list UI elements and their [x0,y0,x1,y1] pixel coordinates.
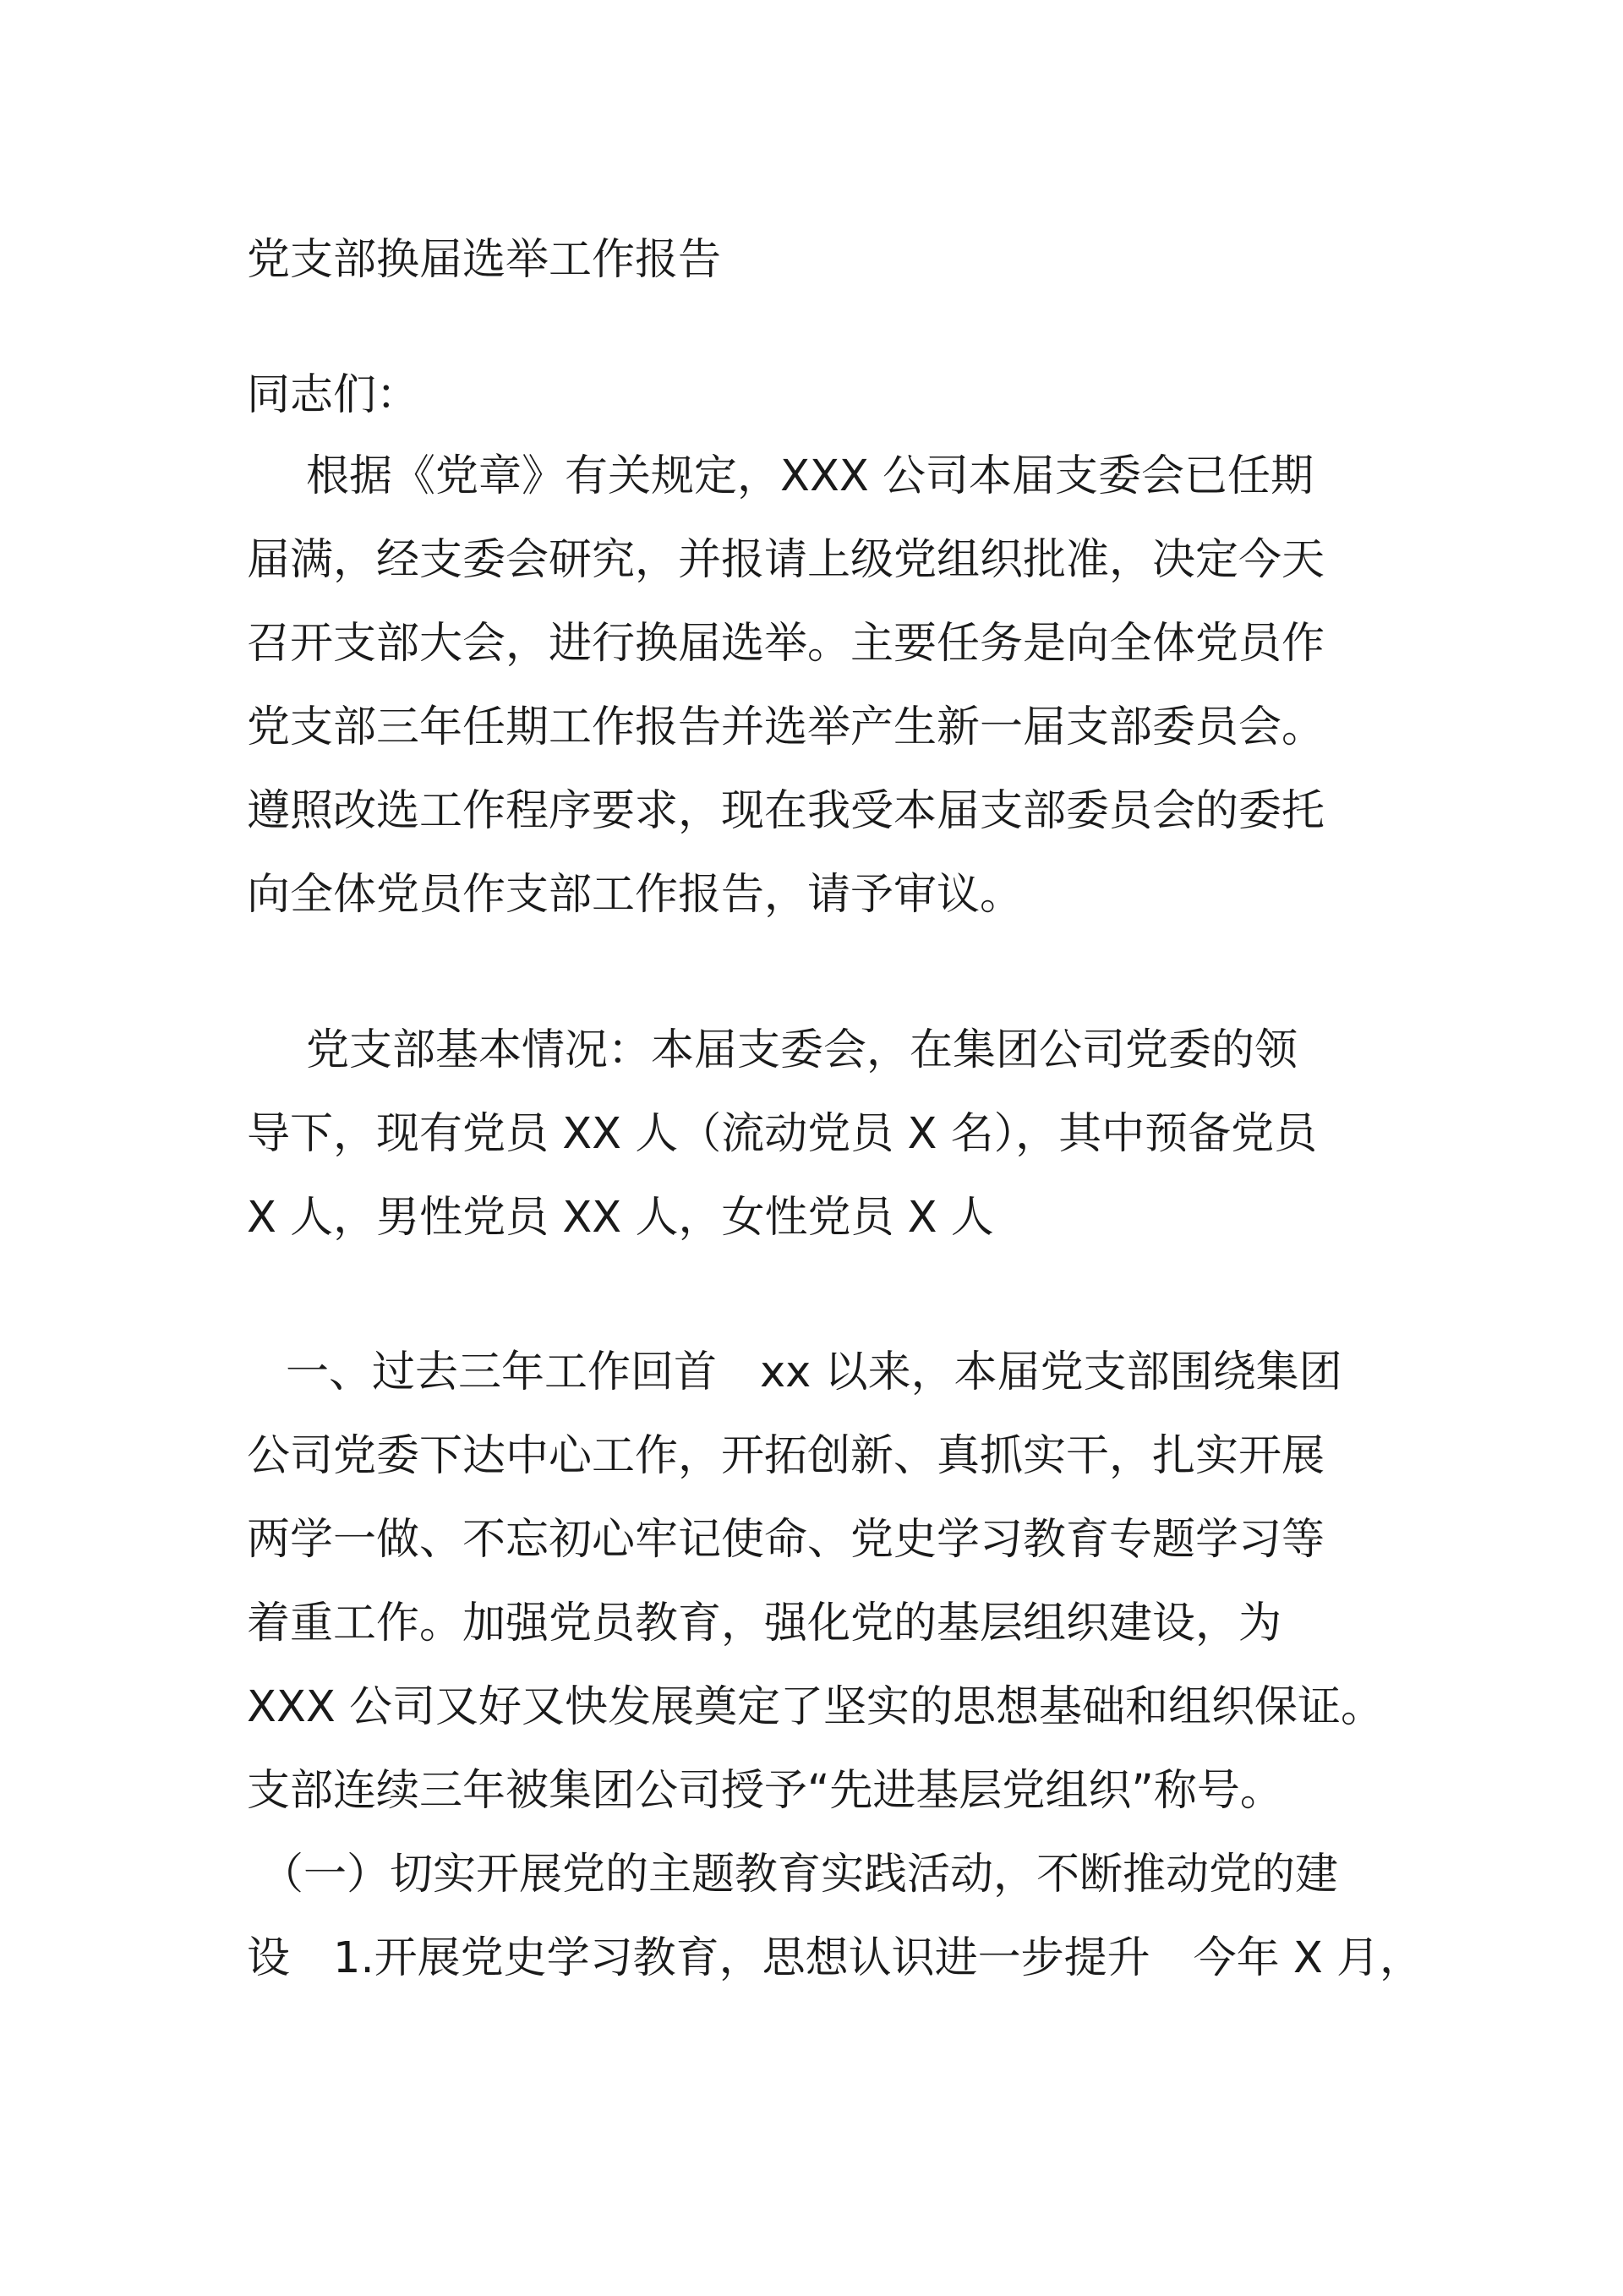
paragraph-line: 两学一做、不忘初心牢记使命、党史学习教育专题学习等 [247,1515,1325,1565]
document-title: 党支部换届选举工作报告 [247,235,722,285]
paragraph-line: 设 1.开展党史学习教育，思想认识进一步提升 今年 X 月， [247,1933,1424,1983]
subsection-heading-line: （一）切实开展党的主题教育实践活动，不断推动党的建 [260,1850,1339,1900]
paragraph-line: 党支部三年任期工作报告并选举产生新一届支部委员会。 [247,702,1325,752]
paragraph-line: 支部连续三年被集团公司授予“先进基层党组织”称号。 [247,1766,1283,1816]
paragraph-line: 党支部基本情况：本届支委会，在集团公司党委的领 [306,1025,1298,1075]
paragraph-line: 公司党委下达中心工作，开拓创新、真抓实干，扎实开展 [247,1431,1325,1481]
paragraph-line: 根据《党章》有关规定，XXX 公司本届支委会已任期 [306,451,1314,501]
paragraph-line: 着重工作。加强党员教育，强化党的基层组织建设，为 [247,1599,1282,1648]
paragraph-line: 届满，经支委会研究，并报请上级党组织批准，决定今天 [247,535,1325,585]
paragraph-line: 导下，现有党员 XX 人（流动党员 X 名），其中预备党员 [247,1109,1318,1159]
paragraph-line: 遵照改选工作程序要求，现在我受本届支部委员会的委托 [247,786,1325,836]
paragraph-line: X 人，男性党员 XX 人，女性党员 X 人 [247,1193,994,1243]
paragraph-line: 向全体党员作支部工作报告，请予审议。 [247,870,1024,920]
greeting: 同志们： [247,370,420,420]
paragraph-line: 召开支部大会，进行换届选举。主要任务是向全体党员作 [247,619,1325,669]
section-heading-line: 一、过去三年工作回首 xx 以来，本届党支部围绕集团 [286,1348,1342,1397]
paragraph-line: XXX 公司又好又快发展奠定了坚实的思想基础和组织保证。 [247,1682,1385,1732]
